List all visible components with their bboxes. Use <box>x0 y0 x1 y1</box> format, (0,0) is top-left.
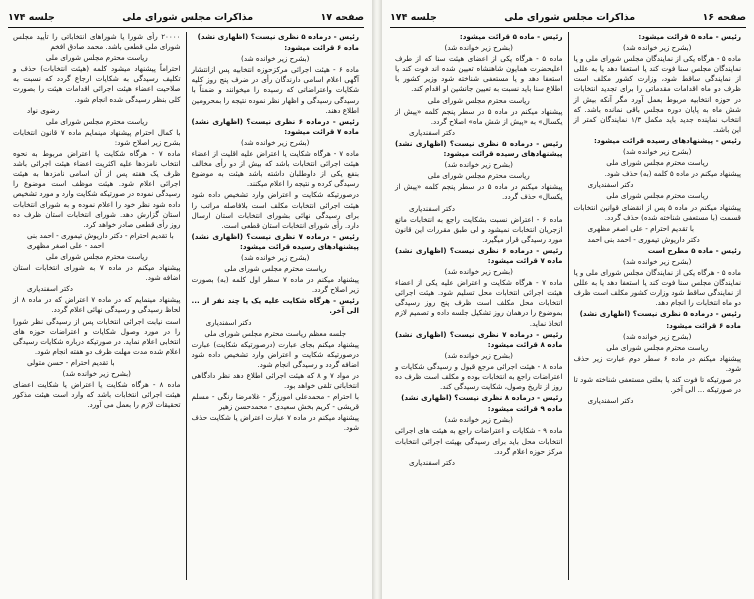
paragraph: ماده ۶ - اعتراض نسبت بشکایت راجع به انتخابات مانع ازجریان انتخابات نمیشود و لی طبق مقررات این قانون مورد رسیدگی قرار میگیرد. <box>395 214 563 244</box>
paragraph: ریاست محترم مجلس شورای ملی <box>606 342 709 352</box>
paragraph: درصورتیکه شکایت و اعتراض وارد تشخیص داده شود هیئت اجرائی انتخابات مکلف است بلافاصله مراتب را برای رسیدگی نهائی بشورای انتخابات استان ارسال دارد. رأی شورای انتخابات استان قطعی است. <box>191 190 359 230</box>
paragraph: ماده ۹ قرائت میشود: <box>487 404 563 414</box>
paragraph: (بشرح زیر خوانده شد) <box>623 43 692 53</box>
paragraph: ۲۰۰۰۰ رأی شورا یا شوراهای انتخاباتی را تأیید مجلس شورای ملی قطعی باشد. محمد صادق افخم <box>13 32 181 52</box>
paragraph: رئیس - ماده ۵ مطرح است <box>647 245 741 255</box>
paragraph: (بشرح زیر خوانده شد) <box>241 137 310 147</box>
session-number: جلسه ۱۷۴ <box>390 11 437 23</box>
paragraph: (بشرح زیر خوانده شد) <box>623 147 692 157</box>
paragraph: (بشرح زیر خوانده شد) <box>623 331 692 341</box>
paragraph: ریاست محترم مجلس شورای ملی <box>606 158 709 168</box>
paragraph: جلسه معظم ریاست محترم مجلس شورای ملی <box>204 328 347 338</box>
right-page <box>382 0 754 599</box>
paragraph: رئیس - ماده ۵ قرائت میشود: <box>459 32 563 41</box>
paragraph: ماده ۵ - هرگاه یکی از اعضای هیئت سنا که از طرف اعلیحضرت همایون شاهنشاه تعیین شده اند فوت کند یا استعفا دهد و یا مستعفی شناخته شود وزیر کشور با اطلاع سنا باید نسبت به تعیین جانشین او اقدام کند. <box>395 54 563 94</box>
page-header <box>390 10 746 28</box>
paragraph: (بشرح زیر خوانده شد) <box>62 369 131 378</box>
column-divider <box>568 32 569 580</box>
paragraph: ماده ۸ - هرگاه شکایت یا اعتراض یا شکایت اعضای هیئت اجرائی انتخابات باشد که وارد است هیئت مذکور تحقیقات لازم را بعمل می آورد. <box>13 380 181 410</box>
paragraph: رئیس - درماده ۶ نظری نیست؟ (اظهاری نشد) ماده ۷ قرائت میشود: <box>395 245 563 265</box>
paragraph: ریاست محترم مجلس شورای ملی <box>45 53 148 63</box>
paragraph: ریاست محترم مجلس شورای ملی <box>427 95 530 105</box>
signature: دکتر اسفندیاری <box>409 203 455 213</box>
paragraph: (بشرح زیر خوانده شد) <box>241 54 310 64</box>
paragraph: رئیس - درماده ۷ نظری نیست؟ (اظهاری نشد) پیشنهادهای رسیده قرائت میشود: <box>191 231 359 251</box>
column-left <box>8 32 186 580</box>
column-left <box>390 32 568 580</box>
paragraph: (بشرح زیر خوانده شد) <box>444 43 513 53</box>
paragraph: ماده ۵ - هرگاه یکی از نمایندگان مجلس شورای ملی و یا نمایندگان مجلس سنا فوت کند یا استعفا دهد یا به عللی از نمایندگی ساقط شود وزارت کشور مکلف است ظرف دو ماه انتخابات را انجام دهد. <box>573 268 741 308</box>
signature: دکتر داریوش تیموری - احمد بنی احمد <box>587 234 700 244</box>
paragraph: پیشنهاد میکنم در ماده ۵ در سطر پنجم کلمه «پیش از یکسال» به «پیش از شش ماه» اصلاح گردد. <box>395 106 563 126</box>
paragraph: ریاست محترم مجلس شورای ملی <box>606 191 709 201</box>
page-number: صفحه ۱۷ <box>320 11 364 23</box>
paragraph: ماده ۵ - هرگاه یکی از نمایندگان مجلس شورای ملی و یا نمایندگان مجلس سنا فوت کند یا استعفا دهد یا به عللی از نمایندگی ساقط شود، وزارت کشور مکلف است ظرف دو ماه اقدامات مقدماتی را برای تجدید انتخابات در حوزه انتخابیه مربوط بعمل آورد مگر آنکه بیش از شش ماه به پایان دوره مجلس باقی نمانده باشد. که انتخاب نماینده جدید باید مکمل ۱/۳ نمایندگان کمتر از این باشد. <box>573 54 741 134</box>
paragraph: ریاست محترم مجلس شورای ملی <box>427 171 530 181</box>
paragraph: با احترام - محمدعلی امورزگر - غلامرضا رنگی - مسلم قریشی - کریم بخش سعیدی - محمدحسن زهیر <box>191 392 359 412</box>
paragraph: رئیس - درماده ۵ نظری نیست؟ (اظهاری نشد) <box>197 32 359 41</box>
signature: دکتر اسفندیاری <box>409 457 455 467</box>
signature: دکتر اسفندیاری <box>205 317 252 327</box>
paragraph: با کمال احترام پیشنهاد مینمایم ماده ۷ قانون انتخابات بشرح زیر اصلاح شود: <box>13 127 181 147</box>
column-right <box>569 32 747 580</box>
page-gutter <box>372 0 382 599</box>
paragraph: در مواد ۷ و ۸ که هیئت اجرائی اطلاع دهد نظر دادگاهی انتخاباتی تلقی خواهد بود. <box>191 371 359 391</box>
signature: دکتر اسفندیاری <box>409 127 455 137</box>
paragraph: پیشنهاد میکنم بجای عبارت (درصورتیکه شکایت) عبارت درصورتیکه شکایت و اعتراض وارد تشخیص داده شود اضافه گردد و رسیدگی انجام شود. <box>191 339 359 369</box>
signature: دکتر اسفندیاری <box>587 180 634 190</box>
paragraph: است نیابت اجرائی انتخابات پس از رسیدگی نظر شورا را در مورد وصول شکایات و اعتراضات حوزه های انتخابی اعلام نماید. در صورتیکه درباره شکایات رسیدگی اعلام شده مدت مهلت ظرف دو هفته انجام شود. <box>13 316 181 356</box>
left-page <box>0 0 372 599</box>
paragraph: (بشرح زیر خوانده شد) <box>241 252 310 262</box>
paragraph: رئیس - هرگاه شکایت علیه یک یا چند نفر از ... الی آخر. <box>191 296 359 316</box>
paragraph: در صورتیکه تا فوت کند یا بعلتی مستعفی شناخته شود تا در صورتیکه ... الی آخر. <box>573 375 741 395</box>
paragraph: رئیس - درماده ۸ نظری نیست؟ (اظهاری نشد) <box>401 393 563 403</box>
paragraph: رئیس - درماده ۷ نظری نیست؟ (اظهاری نشد) ماده ۸ قرائت میشود: <box>395 329 563 349</box>
paragraph: ماده ۶ - هیئت اجرائی مرکزحوزه انتخابیه پس ازانتشار آگهی اعلام اسامی دارندگان رأی در ضرف پنج روز کلیه شکایات واعتراضاتی که رسیده را میخوانند و ضمناً با رسیدگی رسیدگی و اظهار نظر نموده نتیجه را بمحرومین اطلاع دهند. <box>191 65 359 115</box>
paragraph: پیشنهاد میکنم در ماده ۷ به شورای انتخابات استان اضافه شود. <box>13 263 181 283</box>
paragraph: ماده ۷ - هرگاه شکایت یا اعتراض علیه اقلیت از اعضاء هیئت اجرائی انتخابات باشد که بیش از دو رأی مخالف بنفع یکی از داوطلبان داشته باشد هیئت به موضوع رسیدگی کرده و نتیجه را اعلام میکنند. <box>191 149 359 189</box>
paragraph: ماده ۶ قرائت میشود: <box>284 43 359 53</box>
text-columns <box>390 32 746 580</box>
paragraph: ریاست محترم مجلس شورای ملی <box>45 116 148 126</box>
paragraph: احتراماً پیشنهاد میشود کلمه (هیئت انتخابات) حذف و تکلیف رسیدگی به شکایات ارجاع گردد که نسبت به صلاحیت اعضاء هیئت اجرائی اقدامات هیئت را بصورت کلی بنظر رسیدگی شده انجام شود. <box>13 64 181 104</box>
paragraph: ماده ۷ - هرگاه شکایت یا اعتراض مربوط به نحوه انتخاب نامزدها علیه اکثریت اعضاء هیئت اجرائی باشد ظرف یک هفته پس از آن اسامی نامزدها به هیئت اجرائی اعلام شود. هیئت موظف است موضوع را رسیدگی نموده در صورتیکه شکایت وارد و مورد تشخیص داده شود نظر خود را اعلام نموده و به شورای انتخابات استان گزارش دهد. شورای انتخابات استان ظرف ده روز رأی قطعی صادر خواهد کرد. <box>13 149 181 229</box>
signature: با تقدیم احترام - حسن متولی <box>27 357 115 367</box>
paragraph: پیشنهاد میکنم در ماده ۵ پس از انقضای قوانین انتخابات قسمت (با مستعفی شناخته شده) حذف گردد. <box>573 202 741 222</box>
paragraph: ماده ۶ قرائت میشود: <box>666 320 741 330</box>
paragraph: ریاست محترم مجلس شورای ملی <box>45 251 148 261</box>
publication-title: مذاکرات مجلس شورای ملی <box>504 11 636 23</box>
paragraph: ماده ۷ - هرگاه شکایت و اعتراض علیه یکی از اعضاء هیئت اجرائی انتخابات محل تسلیم شود. هیئت اجرائی انتخابات محل مکلف است ظرف پنج روز رسیدگی بموضوع را درهمان روز تشکیل جلسه داده و تصمیم لازم اتخاذ نماید. <box>395 278 563 328</box>
signature: دکتر اسفندیاری <box>587 396 634 406</box>
paragraph: (بشرح زیر خوانده شد) <box>444 267 513 277</box>
paragraph: پیشنهاد میکنم در ماده ۵ در سطر پنجم کلمه «پیش از یکسال» حذف گردد. <box>395 182 563 202</box>
paragraph: (بشرح زیر خوانده شد) <box>444 350 513 360</box>
signature: دکتر اسفندیاری <box>27 284 73 294</box>
publication-title: مذاکرات مجلس شورای ملی <box>122 11 254 23</box>
paragraph: پیشنهاد میکنم در ماده ۶ سطر دوم عبارت زیر حذف شود. <box>573 353 741 373</box>
paragraph: پیشنهاد میکنم در ماده ۷ عبارت اعتراض یا شکایت حذف شود. <box>191 413 359 433</box>
paragraph: (بشرح زیر خوانده شد) <box>444 415 513 425</box>
paragraph: ریاست محترم مجلس شورای ملی <box>224 264 327 274</box>
session-number: جلسه ۱۷۴ <box>8 11 55 23</box>
signature: با تقدیم احترام - علی اصغر مظهری <box>587 223 695 233</box>
signature: رضوی نواد <box>27 105 60 115</box>
paragraph: رئیس - درماده ۶ نظری نیست؟ (اظهاری نشد) ماده ۷ قرائت میشود: <box>191 116 359 136</box>
paragraph: رئیس - درماده ۵ نظری نیست؟ (اظهاری نشد) <box>579 309 741 319</box>
paragraph: پیشنهاد میکنم در ماده ۵ کلمه (به) حذف شود. <box>604 169 741 179</box>
paragraph: ماده ۸ - هیئت اجرائی مرجع قبول و رسیدگی شکایات و اعتراضات راجع به انتخابات بوده و مکلف است ظرف ده روز از تاریخ وصول، شکایت رسیدگی کند. <box>395 361 563 392</box>
column-right <box>187 32 365 580</box>
paragraph: پیشنهاد میکنم در ماده ۷ سطر اول کلمه (به) بصورت زیر اصلاح گردد. <box>191 275 359 295</box>
paragraph: (بشرح زیر خوانده شد) <box>444 160 513 170</box>
page-header <box>8 10 364 28</box>
paragraph: ماده ۹ - شکایات و اعتراضات راجع به هیئت های اجرائی انتخابات محل باید برای رسیدگی بهیئت اجرائی انتخابات مرکز حوزه اعلام گردد. <box>395 426 563 456</box>
signature: با تقدیم احترام - دکتر داریوش تیموری - احمد بنی احمد - علی اصغر مظهری <box>27 230 174 250</box>
column-divider <box>186 32 187 580</box>
paragraph: (بشرح زیر خوانده شد) <box>623 256 692 266</box>
paragraph: پیشنهاد مینمایم که در ماده ۷ اعتراض که در ماده ۸ از لحاظ رسیدگی و رسیدگی نهائی اعلام گردد. <box>13 295 181 315</box>
paragraph: رئیس - پیشنهادهای رسیده قرائت میشود: <box>594 135 741 145</box>
page-number: صفحه ۱۶ <box>702 11 746 23</box>
paragraph: رئیس - درماده ۵ نظری نیست؟ (اظهاری نشد) پیشنهادهای رسیده قرائت میشود: <box>395 138 563 159</box>
text-columns <box>8 32 364 580</box>
paragraph: رئیس - ماده ۵ قرائت میشود: <box>638 32 741 41</box>
